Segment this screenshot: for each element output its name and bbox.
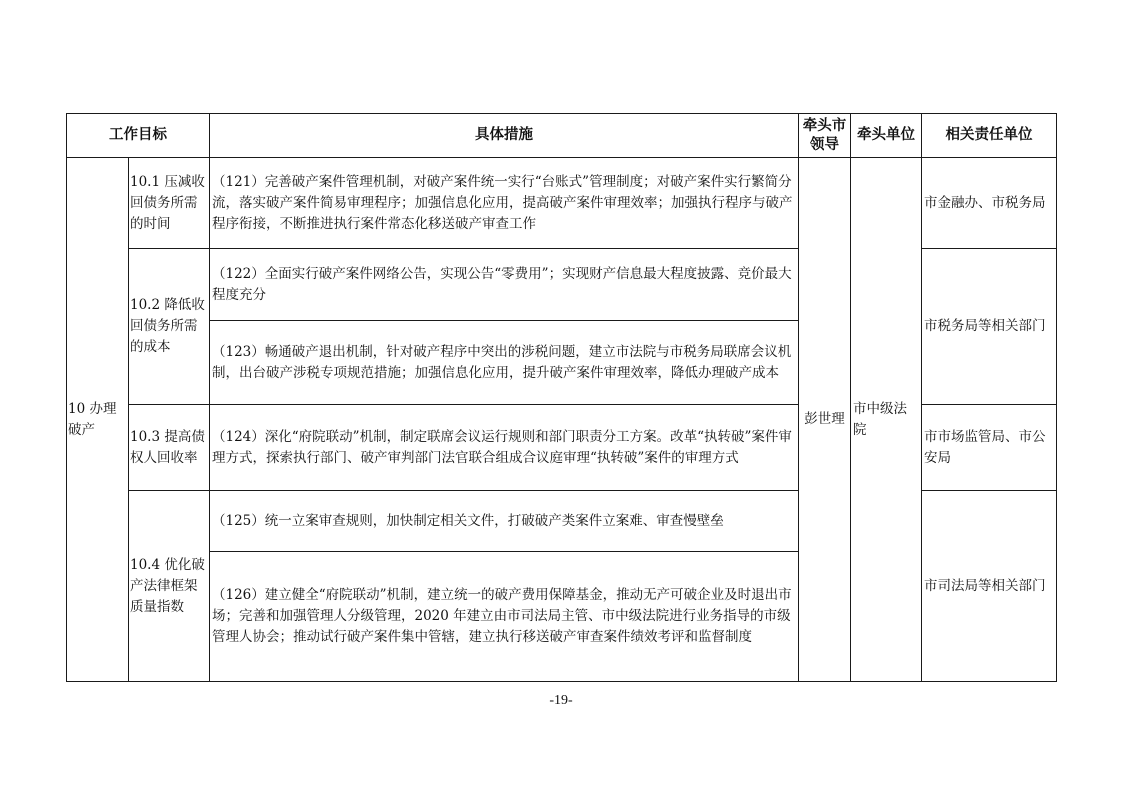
leader-cell: 彭世理 [799,158,851,682]
policy-measures-table [66,113,1057,682]
lead-unit-cell: 市中级法院 [851,158,922,682]
header-goal: 工作目标 [67,114,210,158]
table-row [67,158,1057,249]
subgoal-cell: 10.2 降低收回债务所需的成本 [129,249,210,405]
measure-cell: （123）畅通破产退出机制，针对破产程序中突出的涉税问题，建立市法院与市税务局联席会议机制，出台破产涉税专项规范措施；加强信息化应用，提升破产案件审理效率，降低办理破产成本 [210,321,799,405]
related-units-cell: 市税务局等相关部门 [922,249,1057,405]
header-related-units: 相关责任单位 [922,114,1057,158]
measure-cell: （121）完善破产案件管理机制，对破产案件统一实行“台账式”管理制度；对破产案件实行繁简分流，落实破产案件简易审理程序；加强信息化应用，提高破产案件审理效率；加强执行程序与破产程序衔接，不断推进执行案件常态化移送破产审查工作 [210,158,799,249]
measure-cell: （125）统一立案审查规则，加快制定相关文件，打破破产类案件立案难、审查慢壁垒 [210,491,799,552]
header-lead-unit: 牵头单位 [851,114,922,158]
subgoal-cell: 10.1 压减收回债务所需的时间 [129,158,210,249]
page-number: -19- [549,693,573,708]
table-header-row [67,114,1057,158]
subgoal-cell: 10.3 提高债权人回收率 [129,405,210,491]
header-leader: 牵头市领导 [799,114,851,158]
header-measure: 具体措施 [210,114,799,158]
related-units-cell: 市司法局等相关部门 [922,491,1057,682]
measure-cell: （126）建立健全“府院联动”机制，建立统一的破产费用保障基金，推动无产可破企业及时退出市场；完善和加强管理人分级管理，2020 年建立由市司法局主管、市中级法院进行业务指导的市级管理人协会；推动试行破产案件集中管辖，建立执行移送破产审查案件绩效考评和监督制度 [210,552,799,682]
subgoal-cell: 10.4 优化破产法律框架质量指数 [129,491,210,682]
related-units-cell: 市市场监管局、市公安局 [922,405,1057,491]
related-units-cell: 市金融办、市税务局 [922,158,1057,249]
measure-cell: （124）深化“府院联动”机制，制定联席会议运行规则和部门职责分工方案。改革“执转破”案件审理方式，探索执行部门、破产审判部门法官联合组成合议庭审理“执转破”案件的审理方式 [210,405,799,491]
measure-cell: （122）全面实行破产案件网络公告，实现公告“零费用”；实现财产信息最大程度披露、竞价最大程度充分 [210,249,799,321]
category-cell: 10 办理破产 [67,158,129,682]
